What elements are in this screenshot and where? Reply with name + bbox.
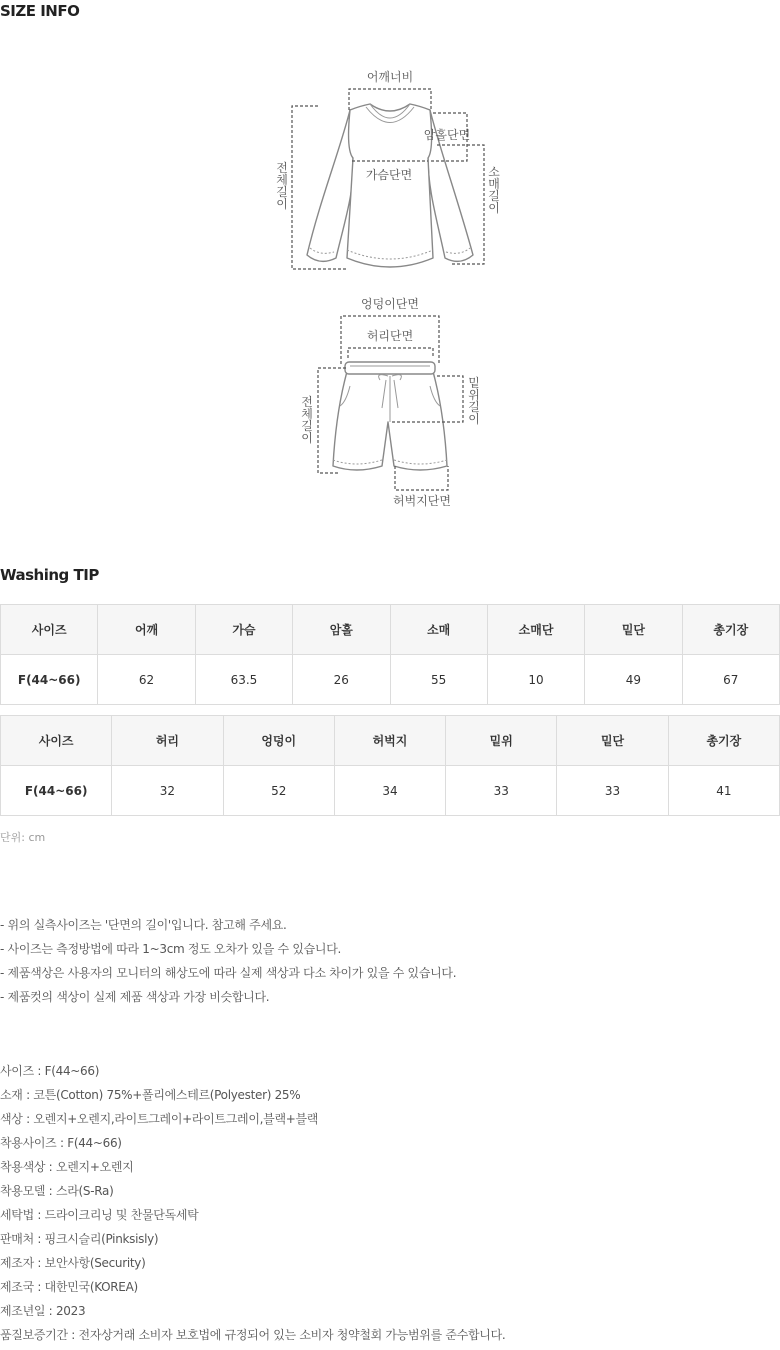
table-cell: 67	[682, 655, 779, 705]
header-hem: 밑단	[557, 716, 668, 766]
header-total-length: 총기장	[668, 716, 779, 766]
table-row	[1, 766, 780, 816]
svg-text:위: 위	[468, 388, 480, 402]
table-cell: 41	[668, 766, 779, 816]
info-size: 사이즈 : F(44~66)	[0, 1064, 100, 1078]
svg-text:체: 체	[301, 407, 313, 421]
waist-label: 허리단면	[366, 329, 414, 343]
note-item: - 위의 실측사이즈는 '단면의 길이'입니다. 참고해 주세요.	[0, 918, 287, 932]
svg-text:이: 이	[301, 431, 313, 445]
product-info-list	[0, 1062, 505, 1350]
rise-length-label	[468, 375, 480, 426]
svg-text:길: 길	[276, 185, 288, 199]
svg-text:전: 전	[276, 161, 288, 175]
table-cell: 52	[223, 766, 334, 816]
bottom-length-label	[301, 394, 313, 445]
table-cell: F(44~66)	[1, 655, 98, 705]
top-length-label	[276, 160, 288, 211]
svg-text:체: 체	[276, 173, 288, 187]
table-row	[1, 655, 780, 705]
svg-text:전: 전	[301, 395, 313, 409]
size-notes	[0, 916, 456, 1012]
table-cell: 63.5	[195, 655, 292, 705]
header-hip: 엉덩이	[223, 716, 334, 766]
table-cell: 33	[446, 766, 557, 816]
svg-text:소: 소	[488, 165, 500, 179]
table-header-row	[1, 605, 780, 655]
header-total-length: 총기장	[682, 605, 779, 655]
table-cell: 62	[98, 655, 195, 705]
svg-text:이: 이	[276, 197, 288, 211]
header-size: 사이즈	[1, 716, 112, 766]
washing-tip-title: Washing TIP	[0, 566, 99, 584]
table-cell: 55	[390, 655, 487, 705]
info-worn-color: 착용색상 : 오렌지+오렌지	[0, 1160, 134, 1174]
chest-label: 가슴단면	[365, 168, 413, 182]
bottom-size-table	[0, 715, 780, 816]
header-waist: 허리	[112, 716, 223, 766]
info-warranty: 품질보증기간 : 전자상거래 소비자 보호법에 규정되어 있는 소비자 청약철회 가능범위를 준수합니다.	[0, 1328, 506, 1342]
table-cell: 34	[334, 766, 445, 816]
note-item: - 사이즈는 측정방법에 따라 1~3cm 정도 오차가 있을 수 있습니다.	[0, 942, 342, 956]
table-cell: 26	[293, 655, 390, 705]
info-washing: 세탁법 : 드라이크리닝 및 찬물단독세탁	[0, 1208, 199, 1222]
svg-text:밑: 밑	[468, 376, 480, 390]
header-shoulder: 어깨	[98, 605, 195, 655]
table-cell: 10	[487, 655, 584, 705]
svg-text:길: 길	[488, 189, 500, 203]
header-sleeve: 소매	[390, 605, 487, 655]
info-year: 제조년일 : 2023	[0, 1304, 86, 1318]
unit-label: 단위: cm	[0, 831, 46, 844]
table-cell: 32	[112, 766, 223, 816]
top-size-diagram	[0, 0, 780, 290]
table-cell: F(44~66)	[1, 766, 112, 816]
header-chest: 가슴	[195, 605, 292, 655]
info-model: 착용모델 : 스라(S-Ra)	[0, 1184, 114, 1198]
header-hem: 밑단	[585, 605, 682, 655]
hip-label: 엉덩이단면	[361, 297, 419, 311]
info-color: 색상 : 오렌지+오렌지,라이트그레이+라이트그레이,블랙+블랙	[0, 1112, 319, 1126]
info-manufacturer: 제조자 : 보안사항(Security)	[0, 1256, 146, 1270]
svg-text:길: 길	[468, 400, 480, 414]
table-cell: 33	[557, 766, 668, 816]
info-worn-size: 착용사이즈 : F(44~66)	[0, 1136, 122, 1150]
svg-text:이: 이	[488, 201, 500, 215]
info-country: 제조국 : 대한민국(KOREA)	[0, 1280, 138, 1294]
table-cell: 49	[585, 655, 682, 705]
header-cuff: 소매단	[487, 605, 584, 655]
thigh-label: 허벅지단면	[393, 494, 451, 508]
header-armhole: 암홀	[293, 605, 390, 655]
header-size: 사이즈	[1, 605, 98, 655]
top-size-table	[0, 604, 780, 705]
header-thigh: 허벅지	[334, 716, 445, 766]
bottom-size-diagram	[0, 290, 780, 520]
info-seller: 판매처 : 핑크시슬리(Pinksisly)	[0, 1232, 159, 1246]
header-rise: 밑위	[446, 716, 557, 766]
svg-text:이: 이	[468, 412, 480, 426]
svg-text:길: 길	[301, 419, 313, 433]
table-header-row	[1, 716, 780, 766]
info-material: 소재 : 코튼(Cotton) 75%+폴리에스테르(Polyester) 25%	[0, 1088, 301, 1102]
size-info-title: SIZE INFO	[0, 2, 80, 20]
note-item: - 제품컷의 색상이 실제 제품 색상과 가장 비슷합니다.	[0, 990, 270, 1004]
armhole-label: 암홀단면	[423, 128, 471, 142]
shoulder-label: 어깨너비	[366, 70, 414, 84]
note-item: - 제품색상은 사용자의 모니터의 해상도에 따라 실제 색상과 다소 차이가 있을 수 있습니다.	[0, 966, 457, 980]
sleeve-length-label	[488, 165, 500, 215]
svg-text:매: 매	[488, 177, 500, 191]
